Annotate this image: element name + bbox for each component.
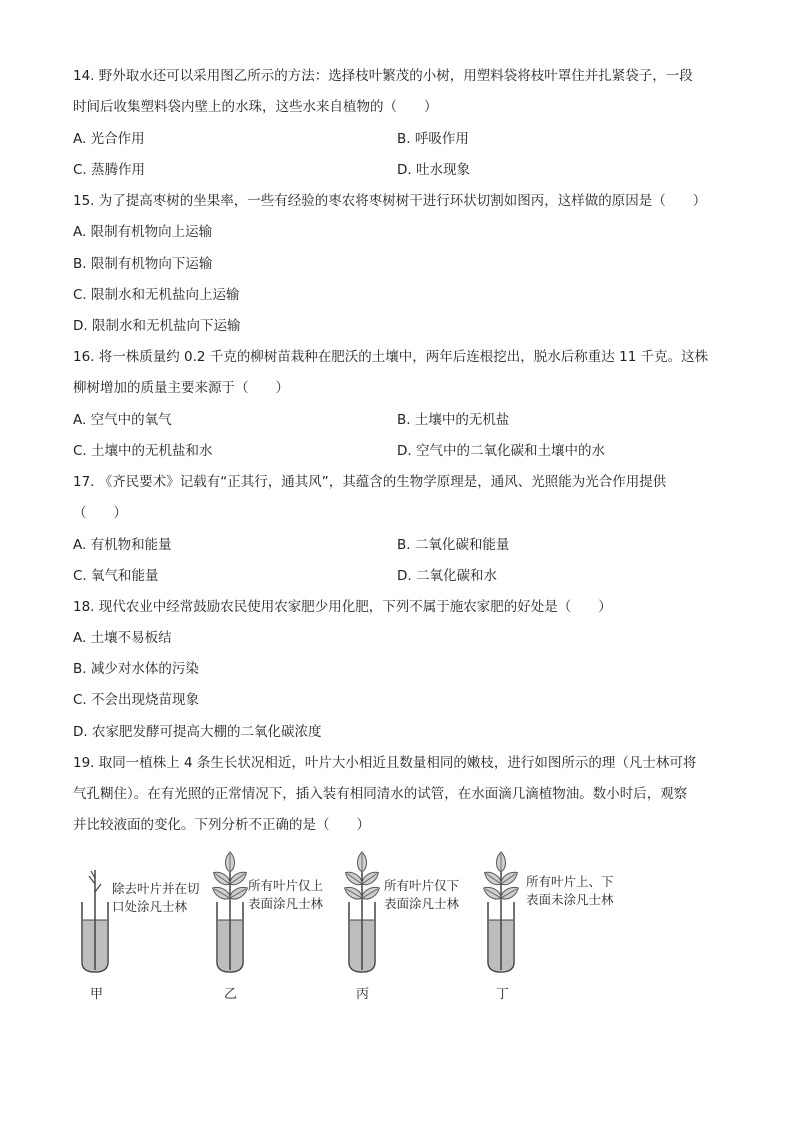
- q16-stem-line2: 柳树增加的质量主要来源于（ ）: [73, 380, 289, 396]
- q16-option-b: B. 土壤中的无机盐: [397, 412, 510, 428]
- caption-bing-line2: 表面涂凡士林: [384, 896, 460, 911]
- q19-stem-line1: 19. 取同一植株上 4 条生长状况相近，叶片大小相近且数量相同的嫩枝，进行如图所示的理（凡士林可将: [73, 755, 697, 771]
- q17-stem-line1: 17. 《齐民要术》记载有“正其行，通其风”，其蕴含的生物学原理是，通风、光照能为光合作用提供: [73, 474, 667, 490]
- q18-option-c: C. 不会出现烧苗现象: [73, 692, 200, 708]
- tube-ding: [481, 852, 520, 972]
- q14-option-c: C. 蒸腾作用: [73, 162, 146, 178]
- q18-option-d: D. 农家肥发酵可提高大棚的二氧化碳浓度: [73, 724, 322, 740]
- label-ding: 丁: [496, 987, 510, 1002]
- caption-ding-line1: 所有叶片上、下: [526, 874, 614, 889]
- q15-option-c: C. 限制水和无机盐向上运输: [73, 287, 240, 303]
- q15-stem-line1: 15. 为了提高枣树的坐果率，一些有经验的枣农将枣树树干进行环状切割如图丙，这样做的原因是（ ）: [73, 193, 707, 209]
- caption-yi-line2: 表面涂凡士林: [248, 896, 324, 911]
- q19-stem-line3: 并比较液面的变化。下列分析不正确的是（ ）: [73, 817, 370, 833]
- q15-option-b: B. 限制有机物向下运输: [73, 256, 213, 272]
- q18-option-b: B. 减少对水体的污染: [73, 661, 199, 677]
- caption-jia-line1: 除去叶片并在切: [112, 881, 200, 896]
- caption-bing-line1: 所有叶片仅下: [384, 878, 460, 893]
- q17-option-c: C. 氧气和能量: [73, 568, 159, 584]
- q14-stem-line1: 14. 野外取水还可以采用图乙所示的方法：选择枝叶繁茂的小树，用塑料袋将枝叶罩住并扎紧袋子，一段: [73, 68, 693, 84]
- q14-option-d: D. 吐水现象: [397, 162, 470, 178]
- q17-option-b: B. 二氧化碳和能量: [397, 537, 510, 553]
- tube-yi: [210, 852, 249, 972]
- caption-yi-line1: 所有叶片仅上: [248, 878, 324, 893]
- label-yi: 乙: [224, 987, 238, 1002]
- label-jia: 甲: [90, 987, 104, 1002]
- tube-jia: [82, 870, 108, 972]
- leaf-icon: [226, 852, 235, 872]
- q17-option-d: D. 二氧化碳和水: [397, 568, 497, 584]
- q19-stem-line2: 气孔糊住）。在有光照的正常情况下，插入装有相同清水的试管，在水面滴几滴植物油。数小时后，观察: [73, 786, 688, 802]
- q15-option-a: A. 限制有机物向上运输: [73, 224, 213, 240]
- experiment-figure: [0, 840, 794, 1010]
- q16-option-c: C. 土壤中的无机盐和水: [73, 443, 213, 459]
- q16-stem-line1: 16. 将一株质量约 0.2 千克的柳树苗栽种在肥沃的土壤中，两年后连根挖出，脱水后称重达 11 千克。这株: [73, 349, 709, 365]
- q18-stem-line1: 18. 现代农业中经常鼓励农民使用农家肥少用化肥，下列不属于施农家肥的好处是（ ）: [73, 599, 612, 615]
- q18-option-a: A. 土壤不易板结: [73, 630, 172, 646]
- q16-option-d: D. 空气中的二氧化碳和土壤中的水: [397, 443, 605, 459]
- label-bing: 丙: [356, 987, 370, 1002]
- q16-option-a: A. 空气中的氧气: [73, 412, 172, 428]
- caption-ding-line2: 表面未涂凡士林: [526, 892, 614, 907]
- q15-option-d: D. 限制水和无机盐向下运输: [73, 318, 241, 334]
- q14-stem-line2: 时间后收集塑料袋内壁上的水珠，这些水来自植物的（ ）: [73, 99, 438, 115]
- q17-option-a: A. 有机物和能量: [73, 537, 172, 553]
- caption-jia-line2: 口处涂凡士林: [112, 899, 188, 914]
- q14-option-a: A. 光合作用: [73, 131, 145, 147]
- q17-stem-line2: （ ）: [73, 505, 127, 521]
- q14-option-b: B. 呼吸作用: [397, 131, 469, 147]
- tube-bing: [342, 852, 381, 972]
- test-tube-diagram: [0, 840, 794, 1010]
